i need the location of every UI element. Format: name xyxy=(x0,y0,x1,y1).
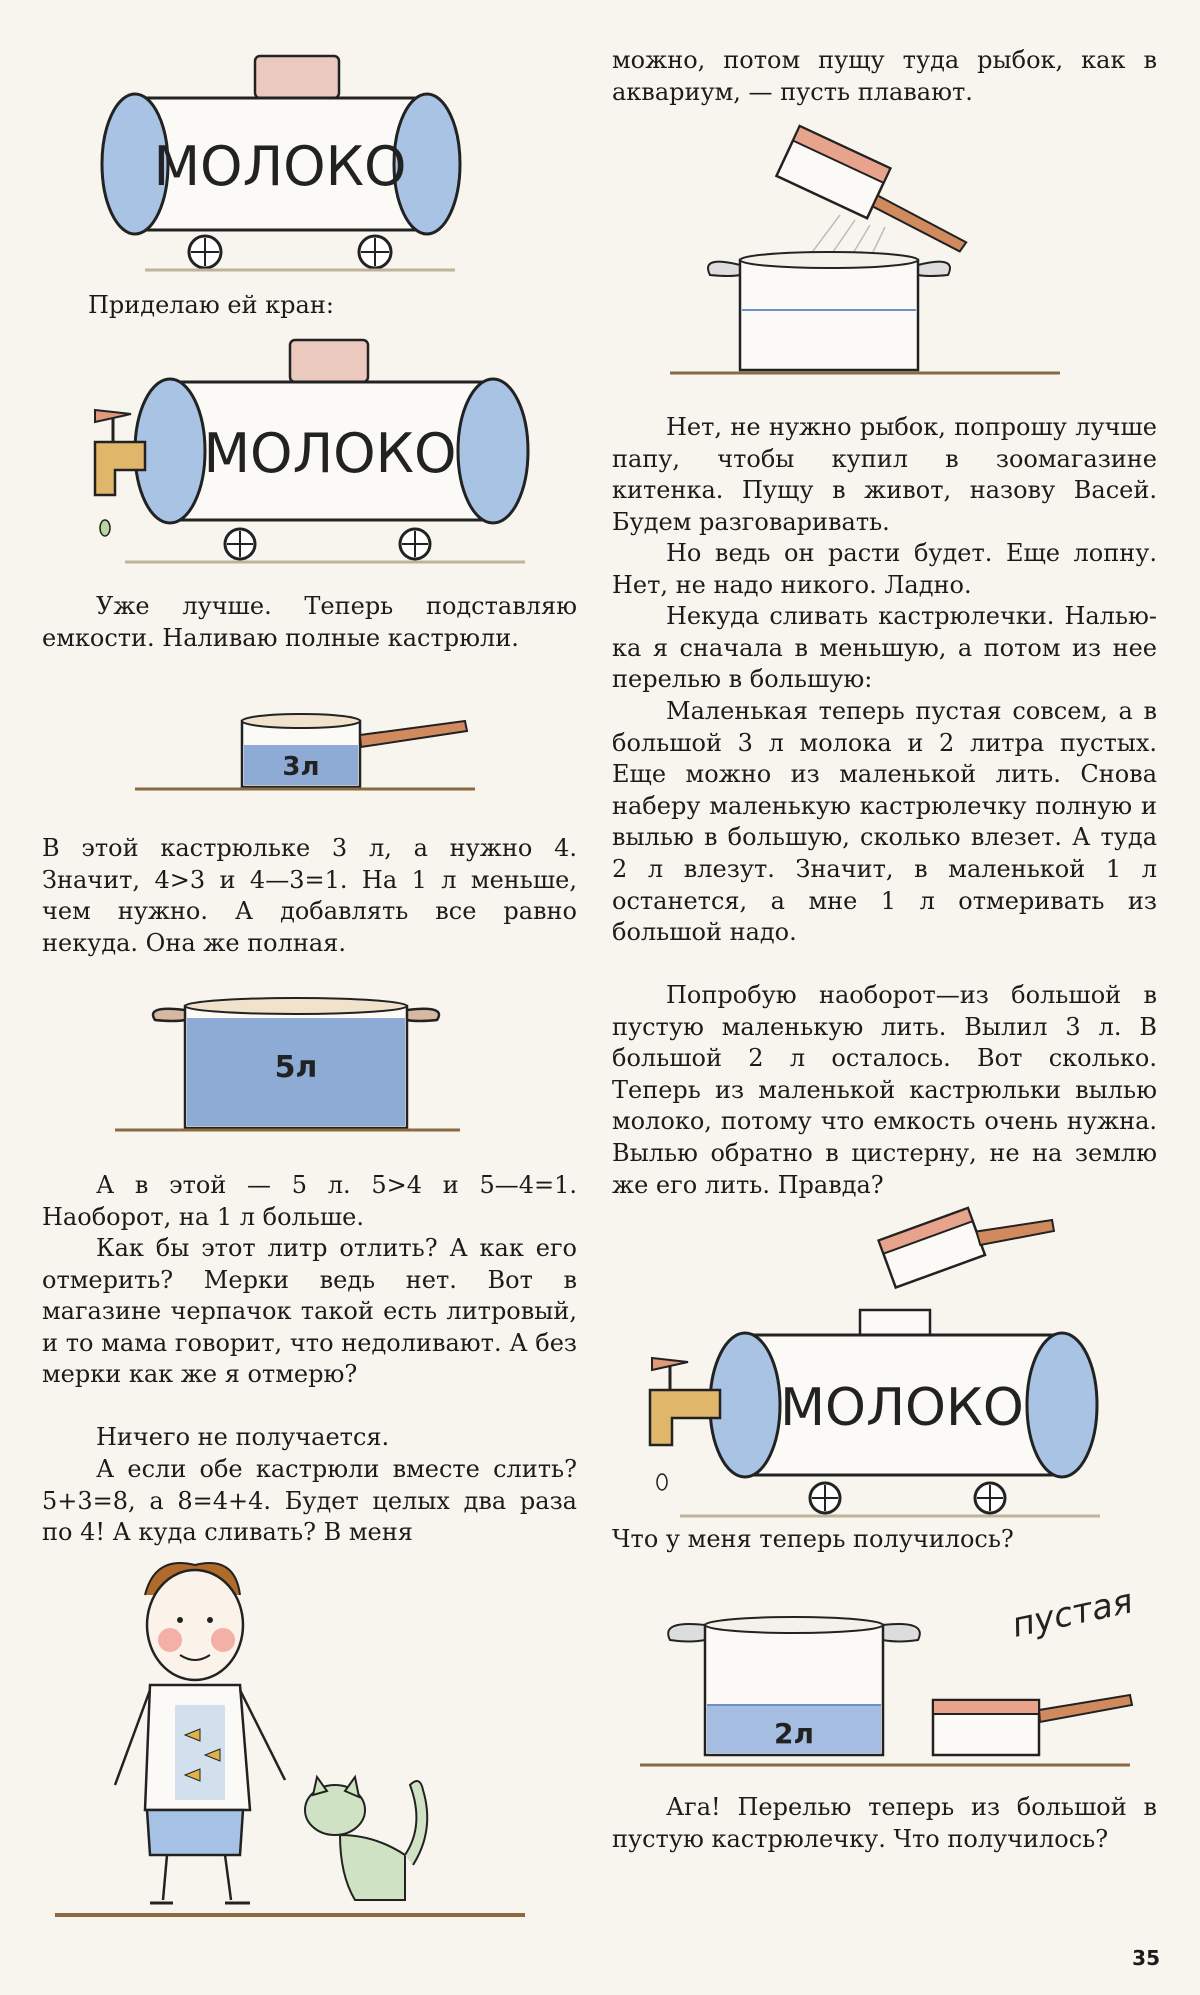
milk-tank-illustration xyxy=(95,40,475,280)
milk-tank-with-tap-illustration xyxy=(75,330,545,580)
text-paragraph: В этой кастрюльке 3 л, а нужно 4. Значит, 4>3 и 4—3=1. На 1 л меньше, чем нужно. А добавлять все равно некуда. Она же полная. xyxy=(42,834,577,957)
empty-label: пустая xyxy=(1008,1581,1137,1646)
tank-wheel-icon xyxy=(975,1483,1005,1513)
text-paragraph: А если обе кастрюли вместе слить? 5+3=8, а 8=4+4. Будет целых два раза по 4! А куда сливать? В меня xyxy=(42,1455,577,1547)
text-paragraph: Попробую наоборот—из большой в пустую маленькую лить. Вылил 3 л. В большой 2 л осталось. Вот сколько. Теперь из маленькой кастрюльки вылью молоко, потому что емкость очень нужна. Вылью обратно в цистерну, не на землю же его лить. Правда? xyxy=(612,981,1157,1199)
milk-tank-pouring-illustration xyxy=(640,1220,1110,1525)
text-paragraph: Ничего не получается. xyxy=(96,1423,390,1451)
text-paragraph: Уже лучше. Теперь подставляю емкости. Наливаю полные кастрюли. xyxy=(42,592,577,652)
tap-icon xyxy=(650,1358,720,1490)
volume-label: 5л xyxy=(274,1050,318,1085)
text-paragraph: Маленькая теперь пустая совсем, а в большой 3 л молока и 2 литра пустых. Еще можно из маленькой лить. Снова наберу маленькую кастрюлечку полную и вылью в большую, сколько влезет. А туда 2 л влезут. Значит, в маленькой 1 л останется, а мне 1 л отмеривать из большой надо. xyxy=(612,697,1157,947)
tank-wheel-icon xyxy=(359,236,391,268)
text-paragraph: Приделаю ей кран: xyxy=(88,291,334,319)
volume-label: 3л xyxy=(282,752,320,782)
pouring-pot-illustration xyxy=(660,115,1070,380)
text-paragraph: Как бы этот литр отлить? А как его отмерить? Мерки ведь нет. Вот в магазине черпачок такой есть литровый, и то мама говорит, что недоливают. А без мерки как же я отмерю? xyxy=(42,1234,577,1389)
tank-wheel-icon xyxy=(400,529,430,559)
tank-wheel-icon xyxy=(189,236,221,268)
tank-wheel-icon xyxy=(225,529,255,559)
boy-and-cat-illustration xyxy=(55,1555,535,1925)
text-paragraph: Некуда сливать кастрюлечки. Налью-ка я сначала в меньшую, а потом из нее перелью в большую: xyxy=(612,602,1157,694)
text-paragraph: Нет, не нужно рыбок, попрошу лучше папу, чтобы купил в зоомагазине китенка. Пущу в живот, назову Васей. Будем разговаривать. xyxy=(612,413,1157,536)
tank-label: МОЛОКО xyxy=(780,1378,1024,1438)
text-paragraph: можно, потом пущу туда рыбок, как в аквариум, — пусть плавают. xyxy=(612,46,1157,106)
two-pots-illustration xyxy=(630,1581,1140,1780)
cat-figure xyxy=(305,1777,427,1900)
text-paragraph: Но ведь он расти будет. Еще лопну. Нет, не надо никого. Ладно. xyxy=(612,539,1157,599)
text-paragraph: А в этой — 5 л. 5>4 и 5—4=1. Наоборот, на 1 л больше. xyxy=(42,1171,577,1231)
tank-label: МОЛОКО xyxy=(203,422,457,485)
text-paragraph: Ага! Перелью теперь из большой в пустую кастрюлечку. Что получилось? xyxy=(612,1793,1157,1853)
small-saucepan-illustration xyxy=(135,693,480,803)
volume-label: 2л xyxy=(774,1717,814,1750)
page-number: 35 xyxy=(1132,1946,1160,1970)
large-pot-illustration xyxy=(115,990,465,1145)
tank-label: МОЛОКО xyxy=(153,135,407,198)
boy-figure xyxy=(115,1563,285,1903)
text-paragraph: Что у меня теперь получилось? xyxy=(612,1525,1014,1553)
tank-wheel-icon xyxy=(810,1483,840,1513)
